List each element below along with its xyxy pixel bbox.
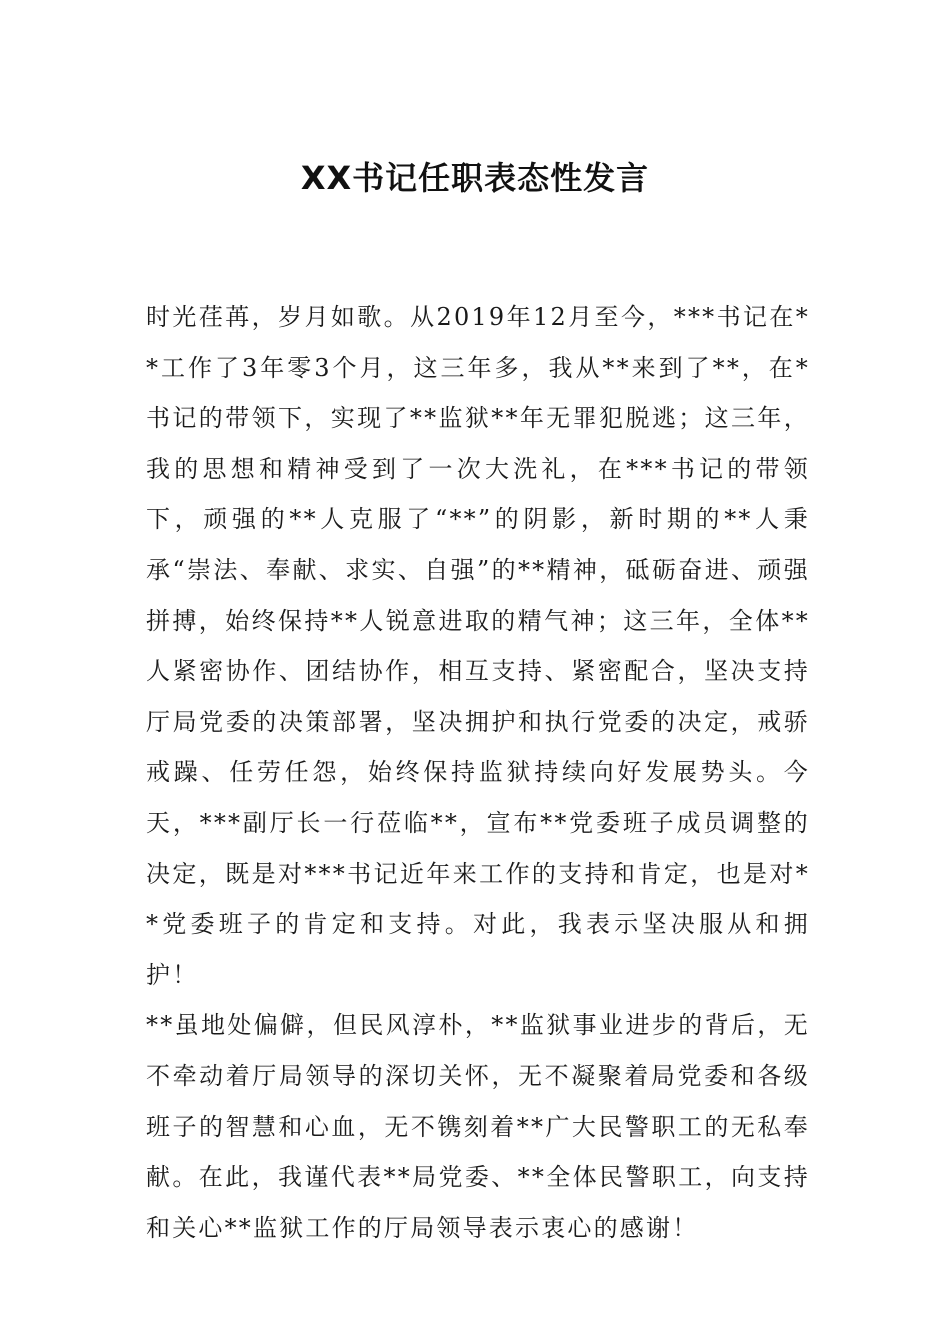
- body-paragraph-2: **虽地处偏僻，但民风淳朴，**监狱事业进步的背后，无不牵动着厅局领导的深切关怀，无不凝聚着局党委和各级班子的智慧和心血，无不镌刻着**广大民警职工的无私奉献。在此，我谨代表**局党委、**全体民警职工，向支持和关心**监狱工作的厅局领导表示衷心的感谢！: [146, 1011, 810, 1242]
- document-body: [146, 292, 810, 1253]
- body-paragraph-1: 时光荏苒，岁月如歌。从2019年12月至今，***书记在**工作了3年零3个月，这三年多，我从**来到了**，在*书记的带领下，实现了**监狱**年无罪犯脱逃；这三年，我的思想和精神受到了一次大洗礼，在***书记的带领下，顽强的**人克服了“**”的阴影，新时期的**人秉承“崇法、奉献、求实、自强”的**精神，砥砺奋进、顽强拼搏，始终保持**人锐意进取的精气神；这三年，全体**人紧密协作、团结协作，相互支持、紧密配合，坚决支持厅局党委的决策部署，坚决拥护和执行党委的决定，戒骄戒躁、任劳任怨，始终保持监狱持续向好发展势头。今天，***副厅长一行莅临**，宣布**党委班子成员调整的决定，既是对***书记近年来工作的支持和肯定，也是对**党委班子的肯定和支持。对此，我表示坚决服从和拥护！: [146, 303, 810, 989]
- document-title: XX书记任职表态性发言: [300, 159, 650, 197]
